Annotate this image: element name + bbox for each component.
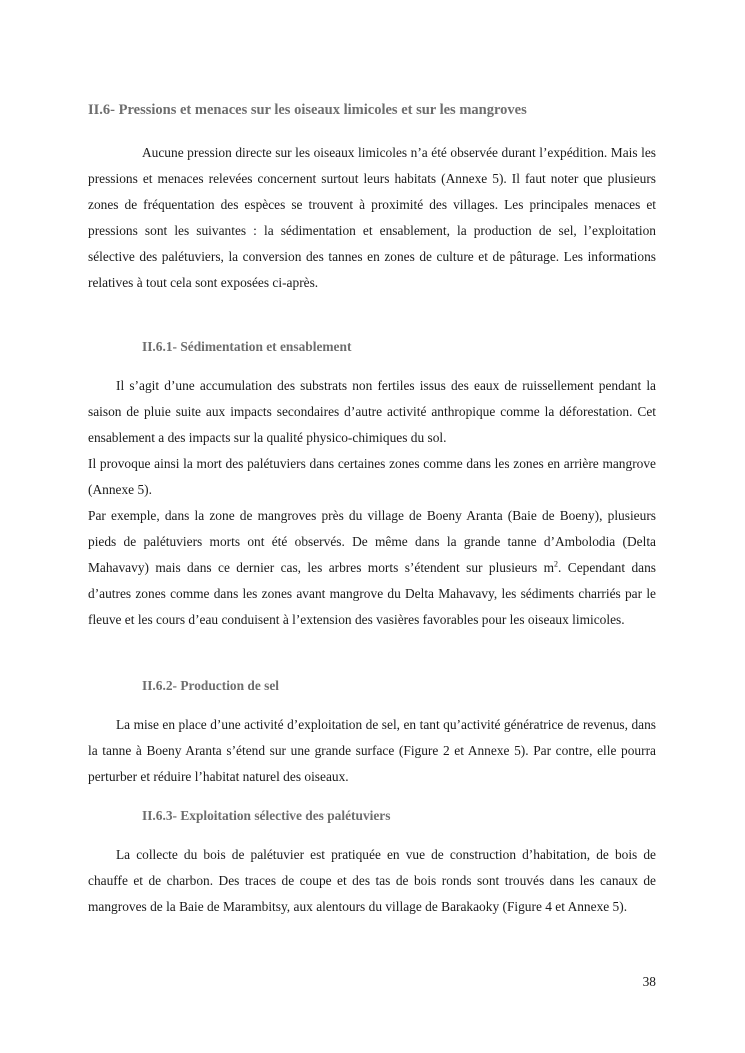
subsection-heading-6-2: II.6.2- Production de sel — [142, 678, 280, 693]
sedimentation-paragraph-2: Il provoque ainsi la mort des palétuviers dans certaines zones comme dans les zones en arrière mangrove (Annexe 5). — [88, 456, 656, 497]
superscript-unit: 2 — [554, 559, 559, 569]
intro-paragraph: Aucune pression directe sur les oiseaux limicoles n’a été observée durant l’expédition. Mais les pressions et menaces relevées concernent surtout leurs habitats (Annexe 5). Il faut noter que plusieurs zones de fréquentation des espèces se trouvent à proximité des villages. Les principales menaces et pressions sont les suivantes : la sédimentation et ensablement, la production de sel, l’exploitation sélective des palétuviers, la conversion des tannes en zones de culture et de pâturage. Les informations relatives à tout cela sont exposées ci-après. — [88, 145, 656, 290]
sedimentation-paragraph-3-part-a: Par exemple, dans la zone de mangroves près du village de Boeny Aranta (Baie de Boeny), plusieurs pieds de palétuviers morts ont été observés. De même dans la grande tanne d’Ambolodia (Delta Mahavavy) mais dans ce dernier cas, les arbres morts s’étendent sur plusieurs m — [88, 508, 656, 575]
mangrove-exploitation-paragraph: La collecte du bois de palétuvier est pratiquée en vue de construction d’habitation, de bois de chauffe et de charbon. Des traces de coupe et des tas de bois ronds sont trouvés dans les canaux de mangroves de la Baie de Marambitsy, aux alentours du village de Barakaoky (Figure 4 et Annexe 5). — [88, 847, 656, 914]
subsection-heading-6-1: II.6.1- Sédimentation et ensablement — [142, 339, 352, 354]
sedimentation-paragraph-3-part-b: . Cependant dans d’autres zones comme dans les zones avant mangrove du Delta Mahavavy, les sédiments charriés par le fleuve et les cours d’eau conduisent à l’extension des vasières favorables pour les oiseaux limicoles. — [88, 559, 656, 627]
salt-production-paragraph: La mise en place d’une activité d’exploitation de sel, en tant qu’activité génératrice de revenus, dans la tanne à Boeny Aranta s’étend sur une grande surface (Figure 2 et Annexe 5). Par contre, elle pourra perturber et réduire l’habitat naturel des oiseaux. — [88, 717, 656, 784]
sedimentation-paragraph-1: Il s’agit d’une accumulation des substrats non fertiles issus des eaux de ruissellement pendant la saison de pluie suite aux impacts secondaires d’autre activité anthropique comme la déforestation. Cet ensablement a des impacts sur la qualité physico-chimiques du sol. — [88, 378, 656, 445]
page-number: 38 — [642, 974, 656, 989]
sedimentation-paragraph-3 — [88, 503, 656, 633]
subsection-heading-6-3: II.6.3- Exploitation sélective des palétuviers — [142, 808, 391, 823]
section-heading: II.6- Pressions et menaces sur les oiseaux limicoles et sur les mangroves — [88, 102, 527, 118]
